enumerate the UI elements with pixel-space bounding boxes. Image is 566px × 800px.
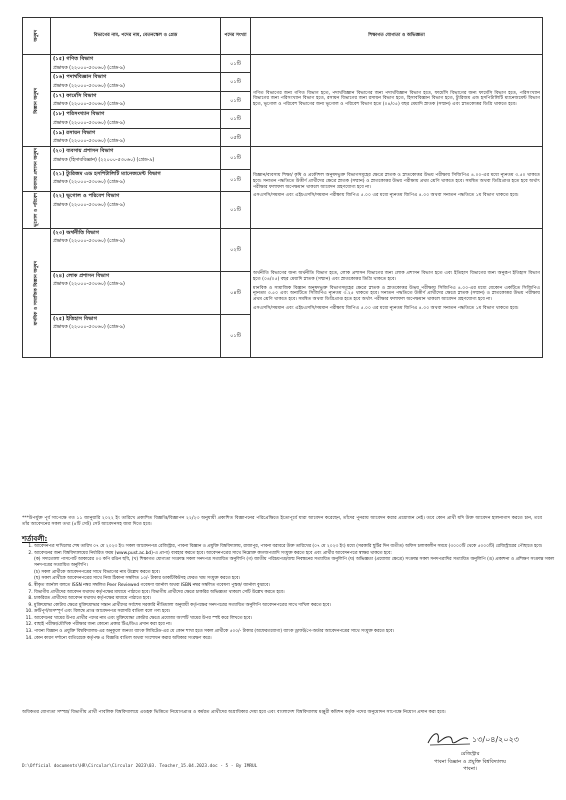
faculty-cell: বিজ্ঞান অনুষদ bbox=[23, 55, 51, 147]
count-cell: ০১টি bbox=[221, 314, 251, 357]
signature-block bbox=[410, 727, 530, 774]
header-dept-post: বিভাগের নাম, পদের নাম, বেতনস্কেল ও গ্রেড bbox=[51, 18, 221, 55]
condition-item: 12. বাছাই পরীক্ষা/মৌখিক পরীক্ষার জন্য কোনো প্রকার টিএ/ডিএ প্রদান করা হবে না। bbox=[34, 622, 554, 628]
dept-cell: (১৬) পদার্থবিজ্ঞান বিভাগ প্রভাষক (২২০০০-৫৩০৬০) (গ্রেড-৯) bbox=[51, 73, 221, 91]
table-row bbox=[23, 228, 543, 271]
count-cell: ০১টি bbox=[221, 147, 251, 169]
signatory-city: পাবনা। bbox=[463, 766, 477, 772]
dept-cell: (২০) ব্যবসায় প্রশাসন বিভাগ প্রভাষক (হিসাববিজ্ঞান) (২২০০০-৫৩০৬০) (গ্রেড-৯) bbox=[51, 147, 221, 169]
dept-cell: (১৫) গণিত বিভাগ প্রভাষক (২২০০০-৫৩০৬০) (গ্রেড-৯) bbox=[51, 55, 221, 73]
dept-cell: (২১) ট্যুরিজম এন্ড হসপিটালিটি ম্যানেজমেন্ট বিভাগ প্রভাষক (২২০০০-৫৩০৬০) (গ্রেড-৯) bbox=[51, 169, 221, 191]
footer-note: অধিকতর যোগ্যতা সম্পন্ন/ বিভাগীয় প্রার্থী পাবলিক বিশ্ববিদ্যালয়ে এডহক ভিত্তিতে নিয়োগপ্রাপ্ত ও কর্মরত প্রার্থীদের অগ্রাধিকার দেয়া হবে এবং বাংলাদেশ বিশ্ববিদ্যালয় মঞ্জুরী কমিশন কর্তৃক পদের অনুমোদন সাপেক্ষে নিয়োগ প্রদান করা হবে। bbox=[22, 710, 446, 715]
dept-cell: (১৯) রসায়ন বিভাগ প্রভাষক (২২০০০-৫৩০৬০) (গ্রেড-৯) bbox=[51, 128, 221, 146]
signatory-org: পাবনা বিজ্ঞান ও প্রযুক্তি বিশ্ববিদ্যালয় bbox=[434, 758, 506, 765]
condition-item: (চ) সকল প্রার্থীকে আবেদনপত্রের সাথে বিভাগের নাম উল্লেখ করতে হবে। bbox=[34, 569, 160, 575]
count-cell: ০৫টি bbox=[221, 128, 251, 146]
header-faculty: অনুষদ bbox=[23, 18, 51, 55]
condition-item: 6. স্বীকৃত জার্নাল বলতে ISSN নম্বর সম্বলিত Peer Reviewed গবেষণা জার্নাল অথবা ISBN নম্বর সম্বলিত গবেষণা পুস্তক/ জার্নাল বুঝাবে। bbox=[34, 583, 554, 589]
header-count: পদের সংখ্যা bbox=[221, 18, 251, 55]
qualification-cell: বিজ্ঞান/ব্যবসায় শিক্ষা/ কৃষি ও প্রকৌশল অনুষদভুক্ত বিভাগসমূহের ক্ষেত্রে স্নাতক ও স্নাতকোত্তর উভয় পরীক্ষায় সিজিপিএ ৪.০০-এর মধ্যে ন্যূনতম ৩.৫০ থাকতে হবে। সনাতন পদ্ধতিতে উত্তীর্ণ প্রার্থীদের ক্ষেত্রে স্নাতক (সম্মান) ও স্নাতকোত্তর উভয় পরীক্ষায় প্রথম শ্রেণি থাকতে হবে। সমন্বিত অথবা ডিগ্রিপ্রাপ্ত হতে হবে অর্থাৎ পরীক্ষার ফলাফল অপেক্ষমান থাকলে আবেদন গ্রহণযোগ্য হবে না। এসএসসি/সমমান এবং এইচএসসি/সমমান পরীক্ষায় জিপিএ ৫.০০ এর মধ্যে ন্যূনতম জিপিএ ৪.০০ অথবা সনাতন পদ্ধতিতে ১ম বিভাগ থাকতে হবে। bbox=[251, 147, 543, 228]
signature-date: ১৩/০৪/২০২৩ bbox=[472, 735, 519, 744]
qualification-cell: অর্থনীতি বিভাগের জন্য অর্থনীতি বিভাগ হতে, লোক প্রশাসন বিভাগের জন্য লোক প্রশাসন বিভাগ হতে এবং ইতিহাস বিভাগের জন্য অনুরূপ ইতিহাস বিভাগ হতে (০৪/০৫) বছর মেয়াদি স্নাতক (সম্মান) এবং স্নাতকোত্তর ডিগ্রি থাকতে হবে। মানবিক ও সামাজিক বিজ্ঞান অনুষদভুক্ত বিভাগসমূহের ক্ষেত্রে স্নাতক ও স্নাতকোত্তর উভয় পরীক্ষায় সিজিপিএ ৪.০০-এর মধ্যে যেকোন একটিতে সিজিপিএ ন্যূনতম ৩.৫০ এবং অন্যটিতে সিজিপিএ ন্যূনতম ৩.২৫ থাকতে হবে। সনাতন পদ্ধতিতে উত্তীর্ণ প্রার্থীদের ক্ষেত্রে স্নাতক (সম্মান) ও স্নাতকোত্তর উভয় পরীক্ষায় প্রথম শ্রেণি থাকতে হবে। সমন্বিত অথবা ডিগ্রিপ্রাপ্ত হতে হবে অর্থাৎ পরীক্ষার ফলাফল অপেক্ষমান থাকলে আবেদন গ্রহণযোগ্য হবে না। এসএসসি/সমমান এবং এইচএসসি/সমমান পরীক্ষায় জিপিএ ৫.০০ এর মধ্যে ন্যূনতম জিপিএ ৪.০০ অথবা সনাতন পদ্ধতিতে ১ম বিভাগ থাকতে হবে। bbox=[251, 228, 543, 357]
conditions-title: শর্তাবলী: bbox=[22, 535, 48, 543]
header-qualification: শিক্ষাগত যোগ্যতা ও অভিজ্ঞতা bbox=[251, 18, 543, 55]
handwritten-signature bbox=[410, 727, 530, 749]
count-cell: ০১টি bbox=[221, 192, 251, 229]
faculty-cell: মানবিক ও সামাজিক বিজ্ঞান অনুষদ bbox=[23, 228, 51, 357]
table-row bbox=[23, 55, 543, 73]
count-cell: ০৪টি bbox=[221, 271, 251, 314]
count-cell: ০১টি bbox=[221, 55, 251, 73]
count-cell: ০১টি bbox=[221, 110, 251, 128]
signatory-title: রেজিস্ট্রার bbox=[460, 751, 480, 757]
count-cell: ০১টি bbox=[221, 169, 251, 191]
dept-cell: (২৩) অর্থনীতি বিভাগ প্রভাষক (২২০০০-৫৩০৬০) (গ্রেড-৯) bbox=[51, 228, 221, 271]
table-row bbox=[23, 147, 543, 169]
condition-item: 13. পাবনা বিজ্ঞান ও প্রযুক্তি বিশ্ববিদ্যালয়-এর অনুকূলে জনতা ব্যাংক লিমিটেড-এর যে কোন শাখা হতে সকল প্রার্থীকে ৫০০/- টাকার (অফেরতযোগ্য) ব্যাংক ড্রাফট/পে-অর্ডার আবেদনপত্রের সাথে সংযুক্ত করতে হবে। bbox=[34, 629, 554, 635]
faculty-cell: ব্যবসায় প্রশাসন অনুষদ bbox=[23, 147, 51, 192]
dept-cell: (১৮) পরিসংখ্যান বিভাগ প্রভাষক (২২০০০-৫৩০৬০) (গ্রেড-৯) bbox=[51, 110, 221, 128]
condition-item: 11. আবেদনের খামের উপর প্রার্থীর পদের নাম এবং মুক্তিযোদ্ধা কোটার ক্ষেত্রে প্রযোজ্য অংশটি খামের উপর স্পষ্ট করে লিখতে হবে। bbox=[34, 616, 554, 622]
dept-cell: (২৪) লোক প্রশাসন বিভাগ প্রভাষক (২২০০০-৫৩০৬০) (গ্রেড-৯) bbox=[51, 271, 221, 314]
table-header-row bbox=[23, 18, 543, 55]
condition-item: 7. বিভাগীয় প্রার্থীদের আবেদন যথাযথ কর্তৃপক্ষের মাধ্যমে পাঠাতে হবে। বিভাগীয় প্রার্থীদের ক্ষেত্রে চাকরির অভিজ্ঞতা থাকলে সেটি উল্লেখ করতে হবে। bbox=[34, 590, 554, 596]
condition-item: 2. আবেদনের জন্য বিশ্ববিদ্যালয়ের নির্ধারিত ফরম (www.pust.ac.bd)-এ প্রাপ্য) ব্যবহার করতে হবে। আবেদনপত্রের সাথে নিম্নোক্ত কাগজপত্রাদি সংযুক্ত করতে হবে এবং প্রার্থীর আবেদনপত্রে স্বাক্ষর থাকতে হবে: bbox=[34, 551, 554, 557]
count-cell: ০২টি bbox=[221, 228, 251, 271]
dept-cell: (২২) ভূগোল ও পরিবেশ বিভাগ প্রভাষক (২২০০০-৫৩০৬০) (গ্রেড-৯) bbox=[51, 192, 221, 229]
condition-item: (ক) সদ্যতোলা পাসপোর্ট আকারের ০৩ কপি রঙিন ছবি, (খ) শিক্ষাগত যোগ্যতা সংক্রান্ত সকল সনদপত্র সত্যায়িত অনুলিপি (গ) জাতীয় পরিচয়পত্র/জন্ম নিবন্ধনের সত্যায়িত অনুলিপি (ঘ) অভিজ্ঞতা (প্রযোজ্য ক্ষেত্রে) সংক্রান্ত সকল সনদপত্রাদির সত্যায়িত অনুলিপি (ঙ) প্রকাশনা ও প্রশিক্ষণ সংক্রান্ত সকল সনদপত্রের সত্যায়িত অনুলিপি। bbox=[34, 557, 554, 569]
count-cell: ০১টি bbox=[221, 73, 251, 91]
faculty-cell: ভূগোল ও পরিবেশ bbox=[23, 192, 51, 229]
condition-item: 8. চাকরিরত প্রার্থীদের আবেদন যথাযথ কর্তৃপক্ষের মাধ্যমে পাঠাতে হবে। bbox=[34, 596, 554, 602]
condition-item: 9. মুক্তিযোদ্ধা কোটায় ক্ষেত্রে মুক্তিযোদ্ধার সন্তান প্রার্থীদের সর্বশেষ সরকারি নীতিমালা অনুযায়ী কর্তৃপক্ষের সনদপত্রের সত্যায়িত অনুলিপি আবেদনপত্রের সাথে দাখিল করতে হবে। bbox=[34, 603, 554, 609]
vacancy-table bbox=[22, 17, 543, 358]
previous-applicants-note: ***উপর্যুক্ত পূর্ব সাপেক্ষে গত ১১ জানুয়ারি ২০২২ ইং তারিখে প্রকাশিত বিজ্ঞপ্তি/বিজ্ঞাপন ২২/২৩ অনুযায়ী প্রকাশিত বিজ্ঞাপনের পরিপ্রেক্ষিতে ইতোপূর্বে যারা আবেদন করেছেন, তাঁদের পুনরায় আবেদন করার প্রয়োজন নেই। তবে কোন প্রার্থী যদি উক্ত আবেদন হালনাগাদ করতে চান, তবে তাঁর আবেদনের সকল তথ্য (৪টি সেট) সেট আবেদনসহ জমা দিতে হবে। bbox=[22, 516, 542, 528]
qualification-cell: গণিত বিভাগের জন্য গণিত বিভাগ হতে, পদার্থবিজ্ঞান বিভাগের জন্য পদার্থবিজ্ঞান বিভাগ হতে, ফার্মেসি বিভাগের জন্য ফার্মেসি বিভাগ হতে, পরিসংখ্যান বিভাগের জন্য পরিসংখ্যান বিভাগ হতে, রসায়ন বিভাগের জন্য রসায়ন বিভাগ হতে, হিসাববিজ্ঞান বিভাগ হতে, ট্যুরিজম এন্ড হসপিটালিটি ম্যানেজমেন্ট বিভাগ হতে, ভূগোল ও পরিবেশ বিভাগের জন্য ভূগোল ও পরিবেশ বিভাগ হতে (০৪/০৫) বছর মেয়াদি স্নাতক (সম্মান) এবং স্নাতকোত্তর ডিগ্রি থাকতে হবে। bbox=[251, 55, 543, 147]
condition-item: (ছ) সকল প্রার্থীকে আবেদনপত্রের সাথে নিজ ঠিকানা সম্বলিত ১০/- টাকার ডাকটিকিটসহ ফেরত খাম সংযুক্ত করতে হবে। bbox=[34, 576, 240, 582]
condition-item: 14. কোন কারণ দর্শানো ব্যতিরেকে কর্তৃপক্ষ এ বিজ্ঞপ্তি বাতিল অথবা সংশোধন করার অধিকার সংরক্ষণ করে। bbox=[34, 636, 554, 642]
dept-cell: (১৭) ফার্মেসি বিভাগ প্রভাষক (২২০০০-৫৩০৬০) (গ্রেড-৯) bbox=[51, 91, 221, 109]
count-cell: ০১টি bbox=[221, 91, 251, 109]
dept-cell: (২৫) ইতিহাস বিভাগ প্রভাষক (২২০০০-৫৩০৬০) (গ্রেড-৯) bbox=[51, 314, 221, 357]
condition-item: 10. ক্রটিপূর্ণ/অসম্পূর্ণ এবং বিলম্বে প্রাপ্ত আবেদনপত্র সরাসরি বাতিল বলে গণ্য হবে। bbox=[34, 609, 554, 615]
file-path-footer: D:\Official documents\HR\Circular\Circular 2023\03. Teacher_15.04.2023.doc - 5 - By IMRUL bbox=[22, 764, 258, 769]
conditions-list bbox=[22, 544, 554, 642]
condition-item: 1. আবেদনপত্র দাখিলের শেষ তারিখ ০৭ মে ২০২৩ ইং। সকল আবেদনপত্র রেজিস্ট্রার, পাবনা বিজ্ঞান ও প্রযুক্তি বিশ্ববিদ্যালয়, রাজাপুর, পাবনা বরাবরে উক্ত তারিখের (০৭ মে ২০২৩ ইং) মধ্যে (সরকারি ছুটির দিন ব্যতীত) অফিস চলাকালীন সময়ে (৩০০০টি থেকে ৫০০০টি) রেজিস্ট্রারের পৌছাতে হবে। bbox=[34, 544, 554, 550]
